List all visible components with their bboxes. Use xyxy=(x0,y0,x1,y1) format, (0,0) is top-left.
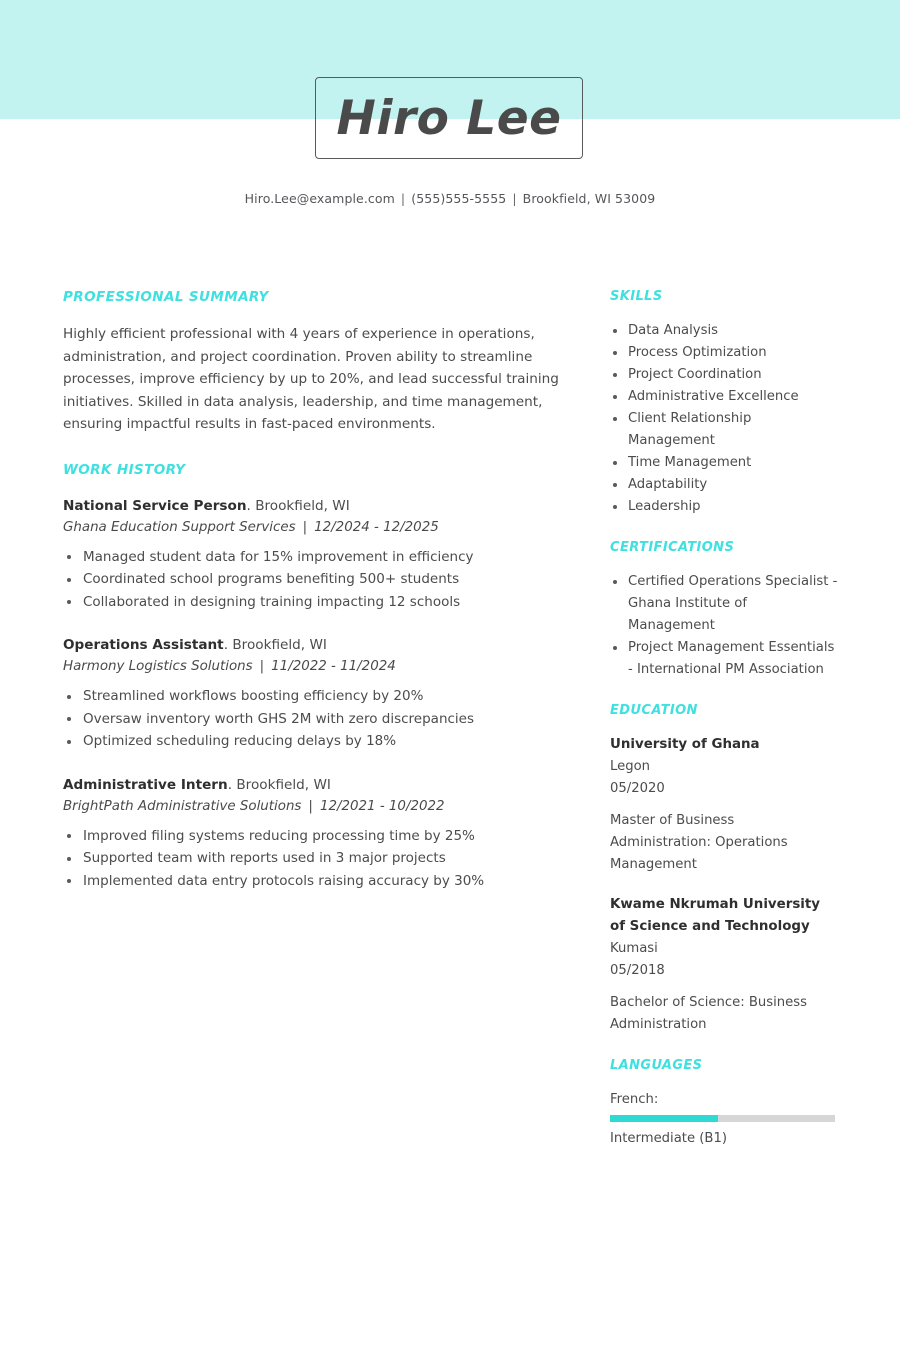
education-degree: Bachelor of Science: Business Administration xyxy=(610,995,808,1032)
section-title-certifications: CERTIFICATIONS xyxy=(610,540,735,555)
skill-item: Process Optimization xyxy=(610,342,838,364)
job-separator: | xyxy=(259,659,265,674)
section-languages xyxy=(610,1058,838,1150)
job-bullet: Streamlined workflows boosting efficiency by 20% xyxy=(63,685,563,708)
job-title: National Service Person xyxy=(63,497,247,514)
work-history-entry xyxy=(63,496,563,614)
job-dates: 12/2021 - 10/2022 xyxy=(319,798,445,814)
job-bullet-list xyxy=(63,546,563,614)
section-title-skills: SKILLS xyxy=(610,289,663,304)
work-history-entry xyxy=(63,635,563,753)
job-heading xyxy=(63,496,563,517)
education-entry xyxy=(610,734,838,876)
education-date: 05/2020 xyxy=(610,781,665,796)
language-proficiency-fill xyxy=(610,1115,718,1122)
education-entry xyxy=(610,894,838,1036)
job-company-dates xyxy=(63,517,563,538)
job-bullet: Coordinated school programs benefiting 500+ students xyxy=(63,568,563,591)
skill-item: Project Coordination xyxy=(610,364,838,386)
language-proficiency-bar xyxy=(610,1115,835,1122)
section-education xyxy=(610,703,838,1036)
job-title-suffix: . xyxy=(227,776,233,793)
page-title: Hiro Lee xyxy=(336,90,562,146)
job-bullet: Improved filing systems reducing processing time by 25% xyxy=(63,825,563,848)
certifications-list xyxy=(610,571,838,681)
contact-email[interactable]: Hiro.Lee@example.com xyxy=(244,191,395,206)
job-company-dates xyxy=(63,656,563,677)
certification-item: Certified Operations Specialist - Ghana Institute of Management xyxy=(610,571,838,637)
contact-location: Brookfield, WI 53009 xyxy=(522,191,656,206)
skill-item: Time Management xyxy=(610,452,838,474)
professional-summary-text: Highly efficient professional with 4 years of experience in operations, administration, and project coordination. Proven ability to streamline processes, improve efficiency by up to 20%, and lead successful training initiatives. Skilled in data analysis, leadership, and time management, ensuring impactful results in fast-paced environments. xyxy=(63,326,559,432)
skill-item: Administrative Excellence xyxy=(610,386,838,408)
job-bullet-list xyxy=(63,685,563,753)
language-name: French: xyxy=(610,1092,659,1107)
job-dates: 11/2022 - 11/2024 xyxy=(271,659,396,674)
job-location: Brookfield, WI xyxy=(232,637,327,653)
work-history-entry xyxy=(63,775,563,893)
job-heading xyxy=(63,775,563,796)
job-separator: | xyxy=(308,798,313,814)
job-bullet-list xyxy=(63,825,563,893)
section-work-history xyxy=(63,462,563,893)
section-title-professional-summary: PROFESSIONAL SUMMARY xyxy=(63,289,269,305)
skill-item: Adaptability xyxy=(610,474,838,496)
contact-phone[interactable]: (555)555-5555 xyxy=(411,191,507,206)
job-company: Harmony Logistics Solutions xyxy=(63,659,253,674)
job-bullet: Implemented data entry protocols raising accuracy by 30% xyxy=(63,870,563,893)
name-box xyxy=(315,77,583,159)
right-column xyxy=(610,289,838,1172)
certification-item: Project Management Essentials - International PM Association xyxy=(610,637,838,681)
contact-separator-2: | xyxy=(512,191,517,206)
job-bullet: Managed student data for 15% improvement in efficiency xyxy=(63,546,563,569)
job-company: Ghana Education Support Services xyxy=(63,519,296,535)
section-certifications xyxy=(610,540,838,681)
job-title: Operations Assistant xyxy=(63,637,224,653)
contact-separator-1: | xyxy=(400,191,406,206)
education-school: Kwame Nkrumah University of Science and Technology xyxy=(610,897,821,934)
job-location: Brookfield, WI xyxy=(236,776,331,793)
contact-line xyxy=(0,191,900,206)
education-date: 05/2018 xyxy=(610,963,665,978)
education-school: University of Ghana xyxy=(610,737,760,752)
education-city: Kumasi xyxy=(610,941,658,956)
job-separator: | xyxy=(302,519,308,535)
skills-list xyxy=(610,320,838,518)
job-title: Administrative Intern xyxy=(63,776,228,793)
section-title-work-history: WORK HISTORY xyxy=(63,461,186,478)
skill-item: Data Analysis xyxy=(610,320,838,342)
education-degree: Master of Business Administration: Operations Management xyxy=(610,813,788,872)
language-level: Intermediate (B1) xyxy=(610,1131,728,1146)
job-title-suffix: . xyxy=(223,637,229,653)
skill-item: Leadership xyxy=(610,496,838,518)
job-company-dates xyxy=(63,796,563,817)
job-bullet: Collaborated in designing training impacting 12 schools xyxy=(63,591,563,614)
job-bullet: Optimized scheduling reducing delays by 18% xyxy=(63,730,563,753)
job-dates: 12/2024 - 12/2025 xyxy=(314,519,439,535)
education-city: Legon xyxy=(610,759,651,774)
job-heading xyxy=(63,635,563,656)
language-entry xyxy=(610,1089,838,1150)
section-professional-summary xyxy=(63,289,563,436)
left-column xyxy=(63,289,563,918)
job-bullet: Oversaw inventory worth GHS 2M with zero discrepancies xyxy=(63,708,563,731)
section-title-languages: LANGUAGES xyxy=(610,1058,703,1073)
section-title-education: EDUCATION xyxy=(610,703,698,718)
job-location: Brookfield, WI xyxy=(255,497,350,514)
skill-item: Client Relationship Management xyxy=(610,408,838,452)
job-company: BrightPath Administrative Solutions xyxy=(63,798,302,814)
section-skills xyxy=(610,289,838,518)
job-bullet: Supported team with reports used in 3 major projects xyxy=(63,847,563,870)
job-title-suffix: . xyxy=(246,497,251,514)
